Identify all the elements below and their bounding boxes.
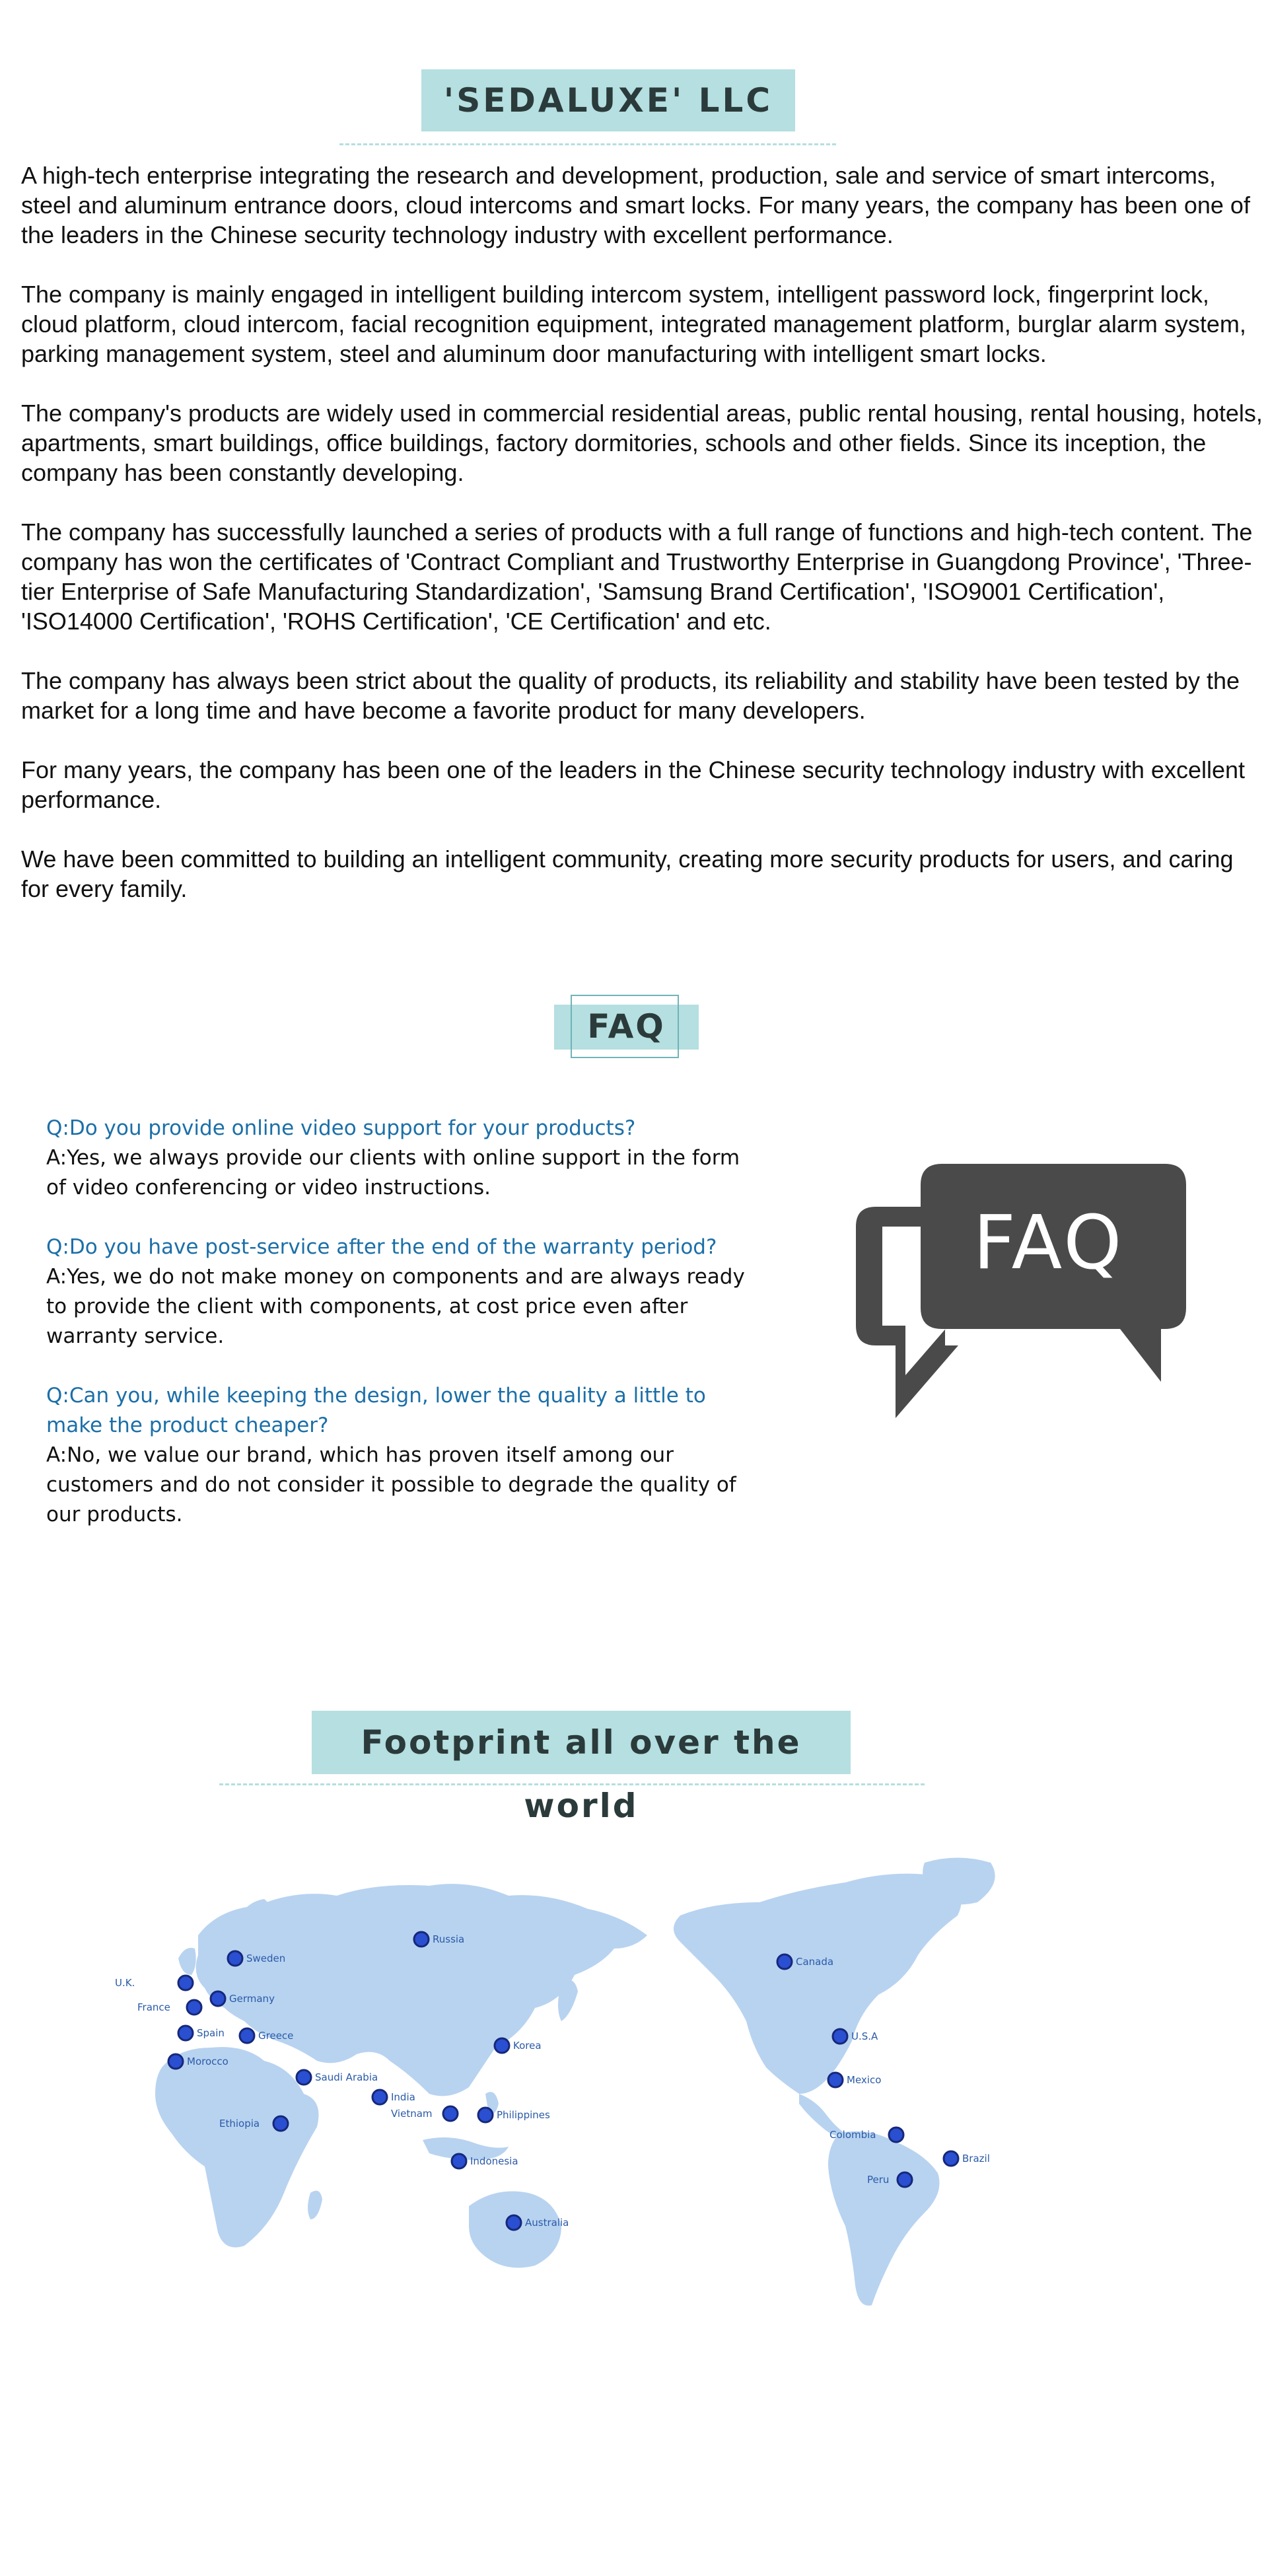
world-map bbox=[99, 1849, 1063, 2318]
south-america-shape bbox=[828, 2131, 940, 2306]
africa-shape bbox=[155, 2047, 319, 2247]
marker-india bbox=[372, 2090, 415, 2104]
marker-label: U.S.A bbox=[851, 2030, 878, 2042]
marker-label: Canada bbox=[796, 1956, 834, 1968]
marker-label: Korea bbox=[513, 2040, 542, 2052]
about-section bbox=[21, 161, 1263, 933]
faq-question: Q:Do you have post-service after the end of the warranty period? bbox=[46, 1235, 717, 1259]
marker-greece bbox=[240, 2028, 293, 2043]
faq-answer: A:Yes, we do not make money on components and are always ready to provide the client with components, at cost price even after warranty service. bbox=[46, 1265, 745, 1348]
marker-philippines bbox=[478, 2108, 550, 2122]
faq-icon-text: FAQ bbox=[973, 1200, 1125, 1286]
marker-label: Indonesia bbox=[470, 2155, 518, 2167]
marker-label: Peru bbox=[867, 2174, 890, 2186]
marker-label: Ethiopia bbox=[219, 2118, 260, 2129]
faq-item bbox=[46, 1233, 746, 1351]
marker-label: Vietnam bbox=[391, 2108, 433, 2120]
marker-label: India bbox=[391, 2091, 415, 2103]
faq-title: FAQ bbox=[587, 1007, 666, 1046]
about-paragraph: The company's products are widely used in commercial residential areas, public rental housing, rental housing, hotels, apartments, smart buildings, office buildings, factory dormitories, schools and other fields. Since its inception, the company has been constantly developing. bbox=[21, 400, 1263, 486]
marker-sweden bbox=[228, 1951, 285, 1966]
marker-label: Saudi Arabia bbox=[315, 2071, 378, 2083]
marker-label: Brazil bbox=[962, 2153, 990, 2165]
marker-mexico bbox=[828, 2073, 881, 2087]
marker-morocco bbox=[168, 2054, 229, 2069]
title-divider bbox=[339, 143, 836, 145]
marker-label: Australia bbox=[525, 2217, 569, 2229]
marker-canada bbox=[777, 1954, 833, 1969]
marker-vietnam bbox=[391, 2106, 458, 2121]
about-paragraph: The company is mainly engaged in intelligent building intercom system, intelligent password lock, fingerprint lock, cloud platform, cloud intercom, facial recognition equipment, integrated management platform, burglar alarm system, parking management system, steel and aluminum door manufacturing with intelligent smart locks. bbox=[21, 281, 1246, 367]
marker-label: Germany bbox=[229, 1993, 275, 2005]
faq-item bbox=[46, 1381, 746, 1530]
marker-australia bbox=[507, 2215, 569, 2230]
faq-list bbox=[46, 1114, 746, 1559]
marker-indonesia bbox=[452, 2154, 518, 2168]
faq-answer: A:Yes, we always provide our clients with online support in the form of video conferencing or video instructions. bbox=[46, 1146, 740, 1199]
marker-france bbox=[137, 2000, 201, 2015]
marker-label: Spain bbox=[197, 2027, 225, 2039]
faq-item bbox=[46, 1114, 746, 1203]
about-paragraph: The company has always been strict about the quality of products, its reliability and stability have been tested by the market for a long time and have become a favorite product for many developers. bbox=[21, 667, 1240, 724]
marker-colombia bbox=[829, 2128, 903, 2142]
marker-label: France bbox=[137, 2001, 170, 2013]
japan-shape bbox=[558, 1980, 578, 2021]
faq-question: Q:Can you, while keeping the design, lower the quality a little to make the product cheaper? bbox=[46, 1384, 706, 1437]
marker-ethiopia bbox=[219, 2116, 288, 2131]
about-paragraph: The company has successfully launched a series of products with a full range of functions and high-tech content. The company has won the certificates of 'Contract Compliant and Trustworthy Enterprise in Guangdong Province', 'Three-tier Enterprise of Safe Manufacturing Standardization', 'Samsung Brand Certification', 'ISO9001 Certification', 'ISO14000 Certification', 'ROHS Certification', 'CE Certification' and etc. bbox=[21, 519, 1253, 635]
marker-label: Morocco bbox=[187, 2056, 229, 2067]
uk-shape bbox=[178, 1948, 196, 1975]
north-america-shape bbox=[674, 1874, 962, 2094]
marker-label: U.K. bbox=[115, 1977, 135, 1989]
madagascar-shape bbox=[308, 2191, 322, 2219]
company-title: 'SEDALUXE' LLC bbox=[421, 69, 795, 131]
marker-brazil bbox=[944, 2151, 990, 2166]
marker-saudi-arabia bbox=[297, 2070, 378, 2085]
marker-germany bbox=[211, 1991, 275, 2006]
marker-label: Russia bbox=[433, 1933, 465, 1945]
about-paragraph: A high-tech enterprise integrating the research and development, production, sale and service of smart intercoms, steel and aluminum entrance doors, cloud intercoms and smart locks. For many years, the company has been one of the leaders in the Chinese security technology industry with excellent performance. bbox=[21, 162, 1250, 248]
marker-russia bbox=[414, 1932, 464, 1947]
marker-uk bbox=[115, 1976, 193, 1990]
faq-answer: A:No, we value our brand, which has proven itself among our customers and do not consider it possible to degrade the quality of our products. bbox=[46, 1443, 736, 1526]
marker-label: Greece bbox=[258, 2030, 294, 2042]
marker-korea bbox=[495, 2038, 542, 2053]
marker-label: Philippines bbox=[497, 2109, 550, 2121]
marker-label: Mexico bbox=[847, 2074, 882, 2086]
marker-label: Colombia bbox=[829, 2129, 876, 2141]
footprint-title: Footprint all over the world bbox=[312, 1711, 851, 1774]
marker-spain bbox=[178, 2026, 225, 2040]
about-paragraph: For many years, the company has been one of the leaders in the Chinese security technology industry with excellent performance. bbox=[21, 756, 1246, 813]
marker-usa bbox=[833, 2029, 878, 2044]
faq-speech-bubbles-icon bbox=[849, 1164, 1186, 1418]
title-divider bbox=[219, 1783, 925, 1785]
about-paragraph: We have been committed to building an intelligent community, creating more security products for users, and caring for every family. bbox=[21, 845, 1234, 902]
faq-question: Q:Do you provide online video support for your products? bbox=[46, 1116, 636, 1140]
marker-label: Sweden bbox=[246, 1952, 286, 1964]
